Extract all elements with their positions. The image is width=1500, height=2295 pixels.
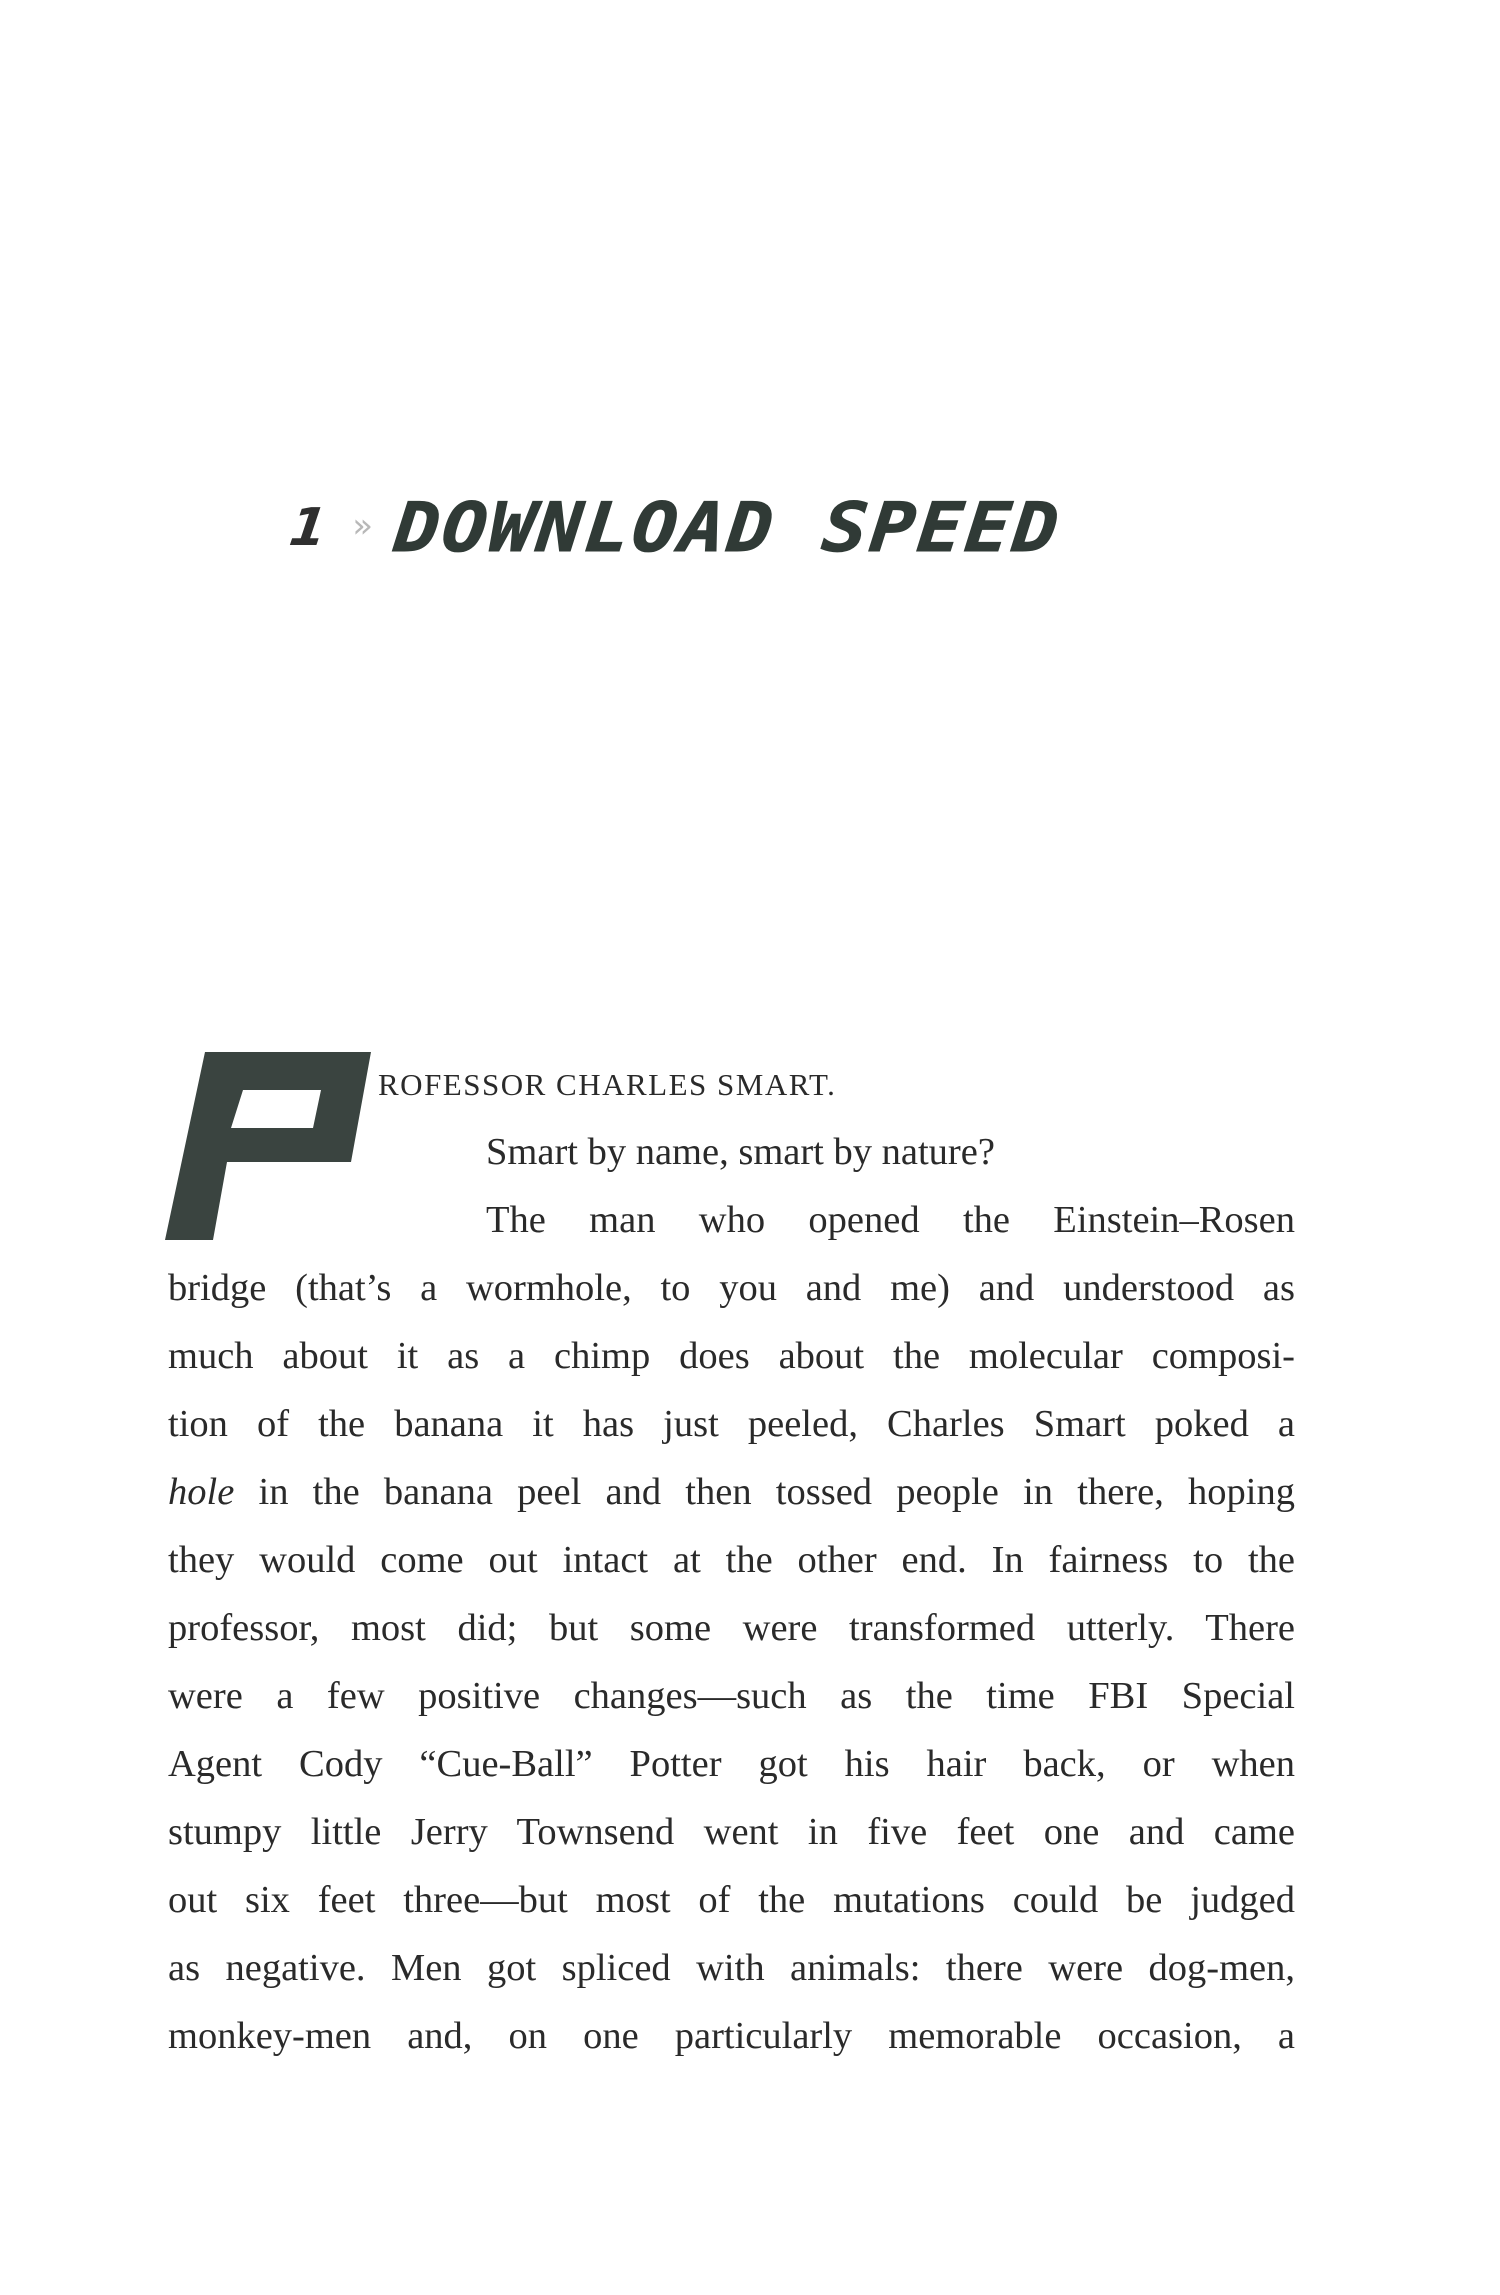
- emphasis-word: hole: [168, 1471, 235, 1513]
- text-span: in the banana peel and then tossed people in there, hoping: [234, 1471, 1295, 1513]
- drop-cap-glyph: [165, 1050, 375, 1240]
- chapter-heading: [285, 488, 1230, 568]
- chapter-number: 1: [285, 498, 331, 558]
- text-line: out six feet three—but most of the mutations could be judged: [168, 1879, 1295, 1921]
- text-line: stumpy little Jerry Townsend went in five feet one and came: [168, 1811, 1295, 1853]
- text-line: Smart by name, smart by nature?: [486, 1131, 995, 1173]
- text-line: much about it as a chimp does about the molecular composi-: [168, 1335, 1295, 1377]
- text-line: bridge (that’s a wormhole, to you and me) and understood as: [168, 1267, 1295, 1309]
- drop-cap: [165, 1050, 375, 1240]
- chapter-separator: »: [352, 506, 373, 546]
- text-line: they would come out intact at the other end. In fairness to the: [168, 1539, 1295, 1581]
- text-line: tion of the banana it has just peeled, Charles Smart poked a: [168, 1403, 1295, 1445]
- text-line: Agent Cody “Cue-Ball” Potter got his hair back, or when: [168, 1743, 1295, 1785]
- text-line: [168, 1470, 1295, 1514]
- text-line: The man who opened the Einstein–Rosen: [486, 1199, 1295, 1241]
- text-line: monkey-men and, on one particularly memorable occasion, a: [168, 2015, 1295, 2057]
- text-line: were a few positive changes—such as the time FBI Special: [168, 1675, 1295, 1717]
- text-line: professor, most did; but some were transformed utterly. There: [168, 1607, 1295, 1649]
- text-line: as negative. Men got spliced with animals: there were dog-men,: [168, 1947, 1295, 1989]
- chapter-title: DOWNLOAD SPEED: [390, 488, 1065, 568]
- opening-line: ROFESSOR CHARLES SMART.: [378, 1067, 837, 1102]
